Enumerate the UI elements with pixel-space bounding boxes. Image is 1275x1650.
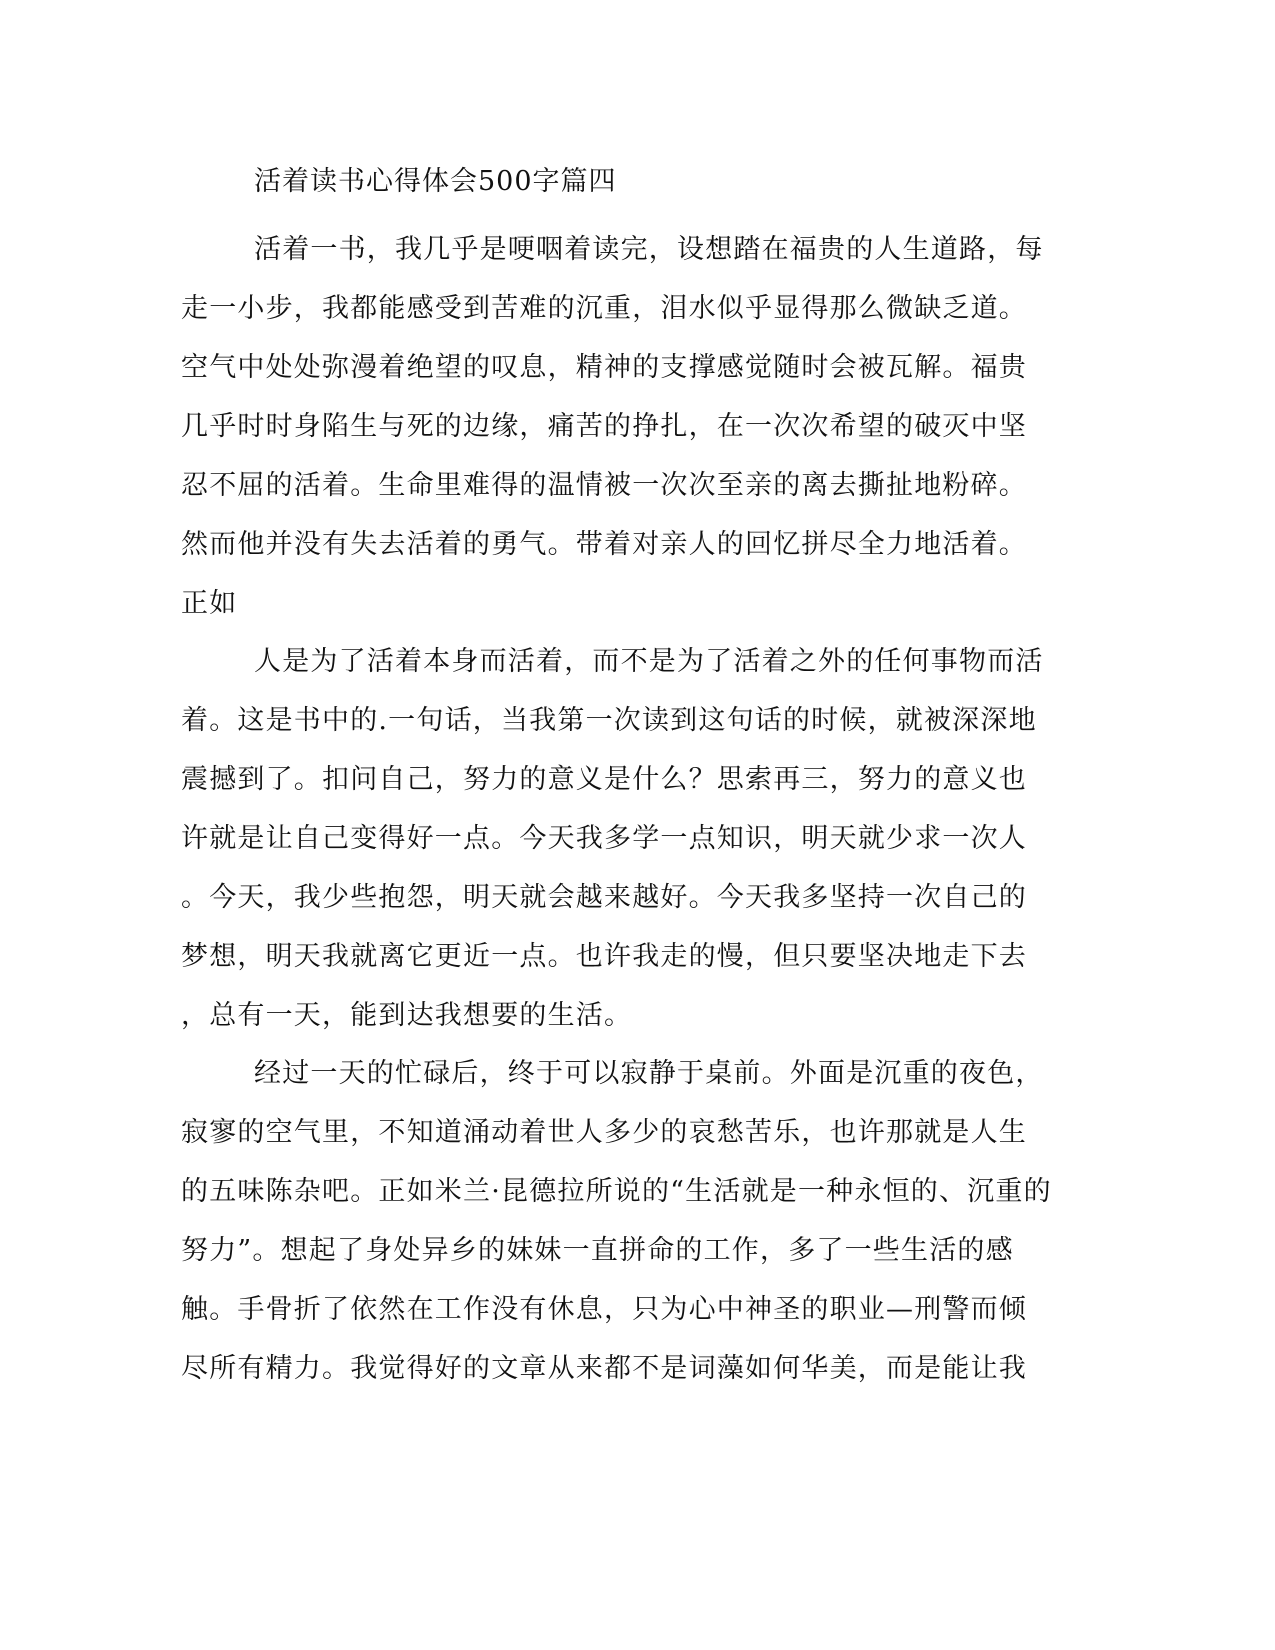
paragraph-line: 活着一书，我几乎是哽咽着读完，设想踏在福贵的人生道路，每: [254, 234, 1044, 265]
paragraph-line: 走一小步，我都能感受到苦难的沉重，泪水似乎显得那么微缺乏道。: [181, 293, 1027, 324]
paragraph-line: 忍不屈的活着。生命里难得的温情被一次次至亲的离去撕扯地粉碎。: [181, 470, 1027, 501]
paragraph-line: 正如: [181, 588, 238, 619]
paragraph-line: 尽所有精力。我觉得好的文章从来都不是词藻如何华美，而是能让我: [181, 1353, 1027, 1384]
paragraph-1: [181, 220, 1044, 633]
paragraph-2: [181, 632, 1044, 1045]
paragraph-line: 人是为了活着本身而活着，而不是为了活着之外的任何事物而活: [254, 646, 1044, 677]
paragraph-line: 震撼到了。扣问自己，努力的意义是什么？思索再三，努力的意义也: [181, 764, 1027, 795]
paragraph-line: ，总有一天，能到达我想要的生活。: [181, 1000, 633, 1031]
paragraph-3: [181, 1044, 1052, 1398]
paragraph-line: 。今天，我少些抱怨，明天就会越来越好。今天我多坚持一次自己的: [181, 882, 1027, 913]
paragraph-line: 几乎时时身陷生与死的边缘，痛苦的挣扎，在一次次希望的破灭中坚: [181, 411, 1027, 442]
document-title: 活着读书心得体会500字篇四: [254, 166, 617, 197]
paragraph-line: 努力”。想起了身处异乡的妹妹一直拼命的工作，多了一些生活的感: [181, 1235, 1014, 1266]
paragraph-line: 触。手骨折了依然在工作没有休息，只为心中神圣的职业—刑警而倾: [181, 1294, 1027, 1325]
paragraph-line: 经过一天的忙碌后，终于可以寂静于桌前。外面是沉重的夜色，: [254, 1058, 1044, 1089]
paragraph-line: 梦想，明天我就离它更近一点。也许我走的慢，但只要坚决地走下去: [181, 941, 1027, 972]
paragraph-line: 许就是让自己变得好一点。今天我多学一点知识，明天就少求一次人: [181, 823, 1027, 854]
paragraph-line: 的五味陈杂吧。正如米兰·昆德拉所说的“生活就是一种永恒的、沉重的: [181, 1176, 1052, 1207]
paragraph-line: 寂寥的空气里，不知道涌动着世人多少的哀愁苦乐，也许那就是人生: [181, 1117, 1027, 1148]
paragraph-line: 空气中处处弥漫着绝望的叹息，精神的支撑感觉随时会被瓦解。福贵: [181, 352, 1027, 383]
paragraph-line: 然而他并没有失去活着的勇气。带着对亲人的回忆拼尽全力地活着。: [181, 529, 1027, 560]
paragraph-line: 着。这是书中的.一句话，当我第一次读到这句话的时候，就被深深地: [181, 705, 1037, 736]
